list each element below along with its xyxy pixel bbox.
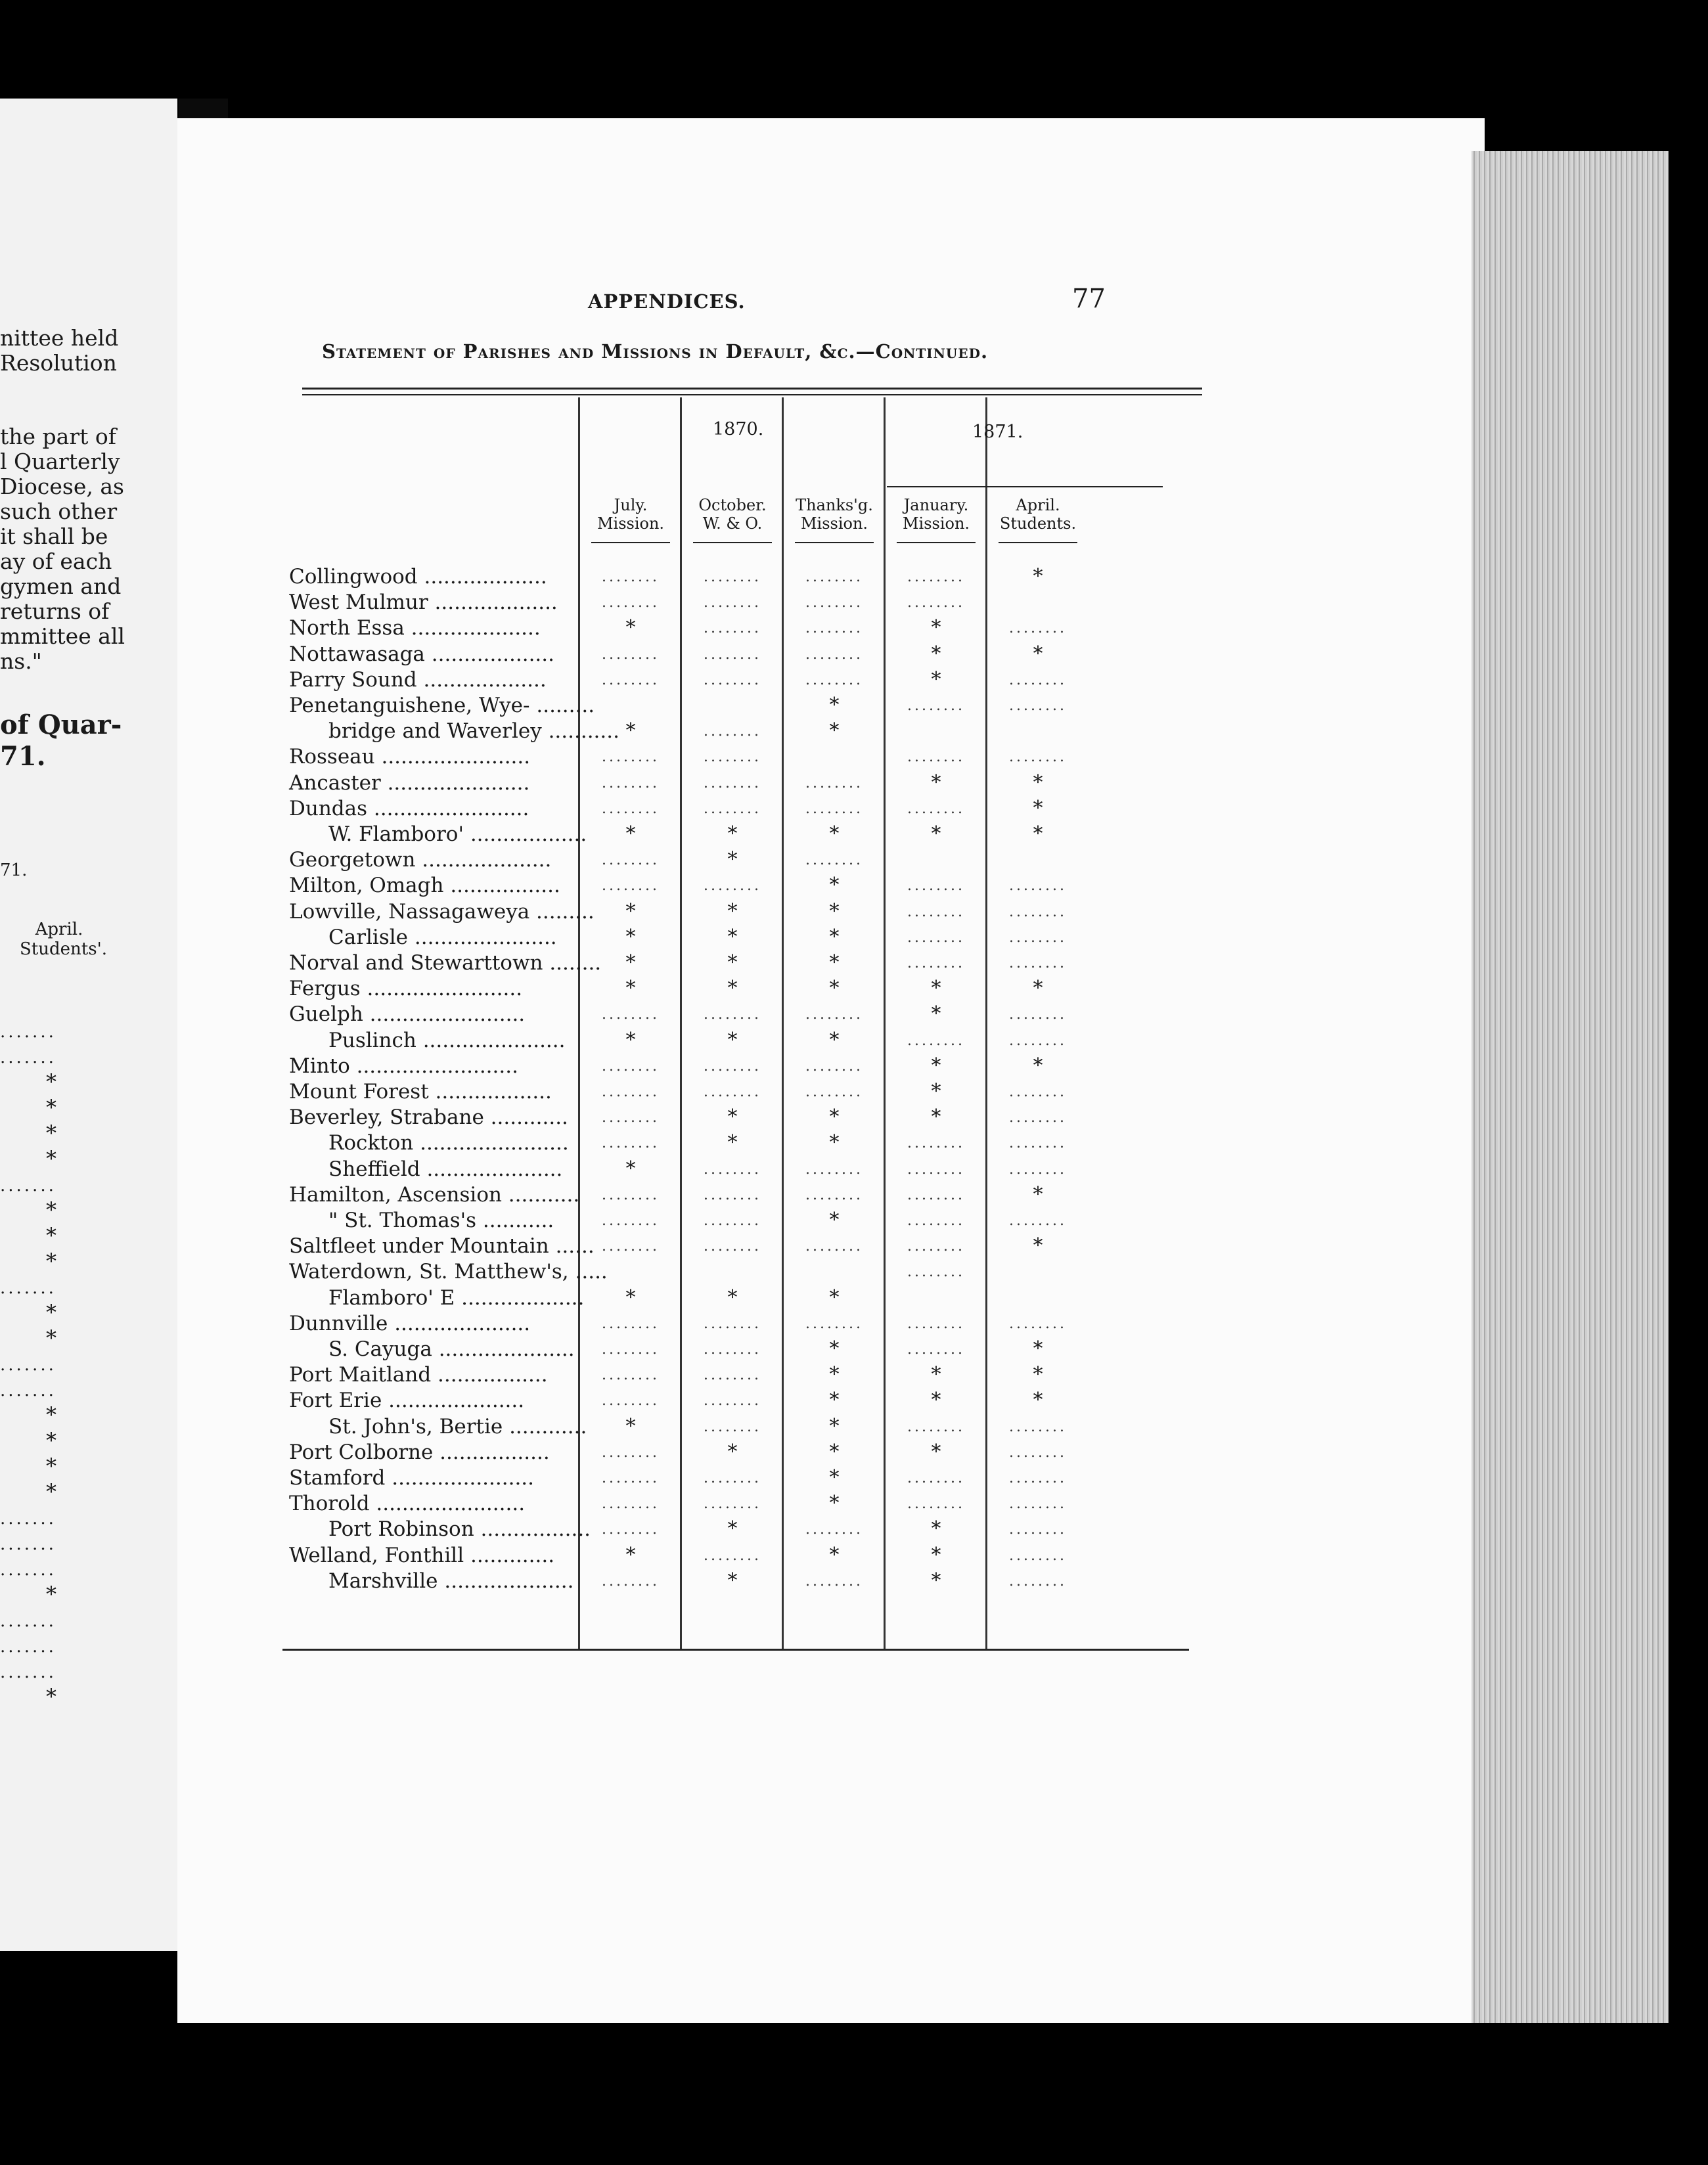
row-label: Nottawasaga ...................: [289, 642, 554, 666]
dotted-leader: ........: [704, 1186, 761, 1203]
dotted-leader: ........: [1009, 1521, 1067, 1538]
dotted-leader: ........: [805, 1161, 863, 1178]
asterisk-mark: *: [829, 925, 840, 949]
dotted-leader: ........: [602, 1341, 660, 1358]
row-label: Lowville, Nassagaweya .........: [289, 899, 595, 924]
dotted-leader: ........: [907, 1264, 965, 1281]
dotted-leader: ........: [1009, 671, 1067, 688]
row-label: bridge and Waverley ...........: [328, 719, 619, 744]
row-label: Rockton .......................: [328, 1131, 569, 1155]
asterisk-mark: *: [1033, 1234, 1043, 1258]
column-header-fragment: April. Students'.: [20, 920, 107, 959]
row-label: Puslinch ......................: [328, 1028, 566, 1052]
text-fragment: the part of: [0, 424, 116, 449]
asterisk-mark: *: [829, 951, 840, 974]
asterisk-mark: *: [1033, 642, 1043, 665]
asterisk-mark: *: [931, 822, 941, 845]
asterisk-mark: *: [1033, 770, 1043, 794]
asterisk-mark: *: [625, 616, 636, 640]
dotted-leader: ........: [805, 1058, 863, 1075]
asterisk-mark: *: [829, 1105, 840, 1129]
asterisk-mark: *: [46, 1069, 56, 1094]
dotted-leader: ........: [704, 1418, 761, 1435]
dotted-leader: ........: [602, 569, 660, 585]
text-fragment: returns of: [0, 598, 110, 624]
asterisk-mark: *: [727, 951, 738, 974]
column-divider: [680, 397, 682, 1649]
dotted-leader: ........: [805, 1186, 863, 1203]
asterisk-mark: *: [829, 1440, 840, 1463]
column-header-underline: [897, 542, 976, 543]
dotted-leader: ........: [704, 1213, 761, 1229]
dotted-leader: ........: [1009, 1496, 1067, 1513]
text-fragment: such other: [0, 499, 118, 524]
asterisk-mark: *: [727, 899, 738, 923]
asterisk-mark: *: [1033, 1337, 1043, 1360]
asterisk-mark: *: [931, 1105, 941, 1129]
dotted-leader: ........: [704, 1006, 761, 1023]
dotted-leader: ........: [907, 1135, 965, 1152]
asterisk-mark: *: [46, 1582, 56, 1607]
text-fragment: ay of each: [0, 548, 112, 574]
asterisk-mark: *: [931, 667, 941, 691]
column-header-underline: [999, 542, 1077, 543]
asterisk-mark: *: [46, 1428, 56, 1453]
dotted-leader: .......: [0, 1278, 56, 1298]
dotted-leader: .......: [0, 1534, 56, 1554]
asterisk-mark: *: [1033, 822, 1043, 845]
dotted-leader: ........: [602, 1496, 660, 1513]
row-label: Dunnville .....................: [289, 1311, 531, 1335]
table-title-text: Statement of Parishes and Missions in Default, &c.—Continued.: [322, 340, 989, 363]
dotted-leader: ........: [805, 1084, 863, 1100]
dotted-leader: ........: [1009, 1547, 1067, 1564]
row-label: Waterdown, St. Matthew's, .....: [289, 1260, 608, 1284]
year-underline: [887, 486, 1163, 487]
dotted-leader: ........: [602, 774, 660, 792]
dotted-leader: ........: [602, 1084, 660, 1100]
column-divider: [884, 397, 886, 1649]
asterisk-mark: *: [46, 1479, 56, 1504]
row-label: West Mulmur ...................: [289, 591, 558, 615]
dotted-leader: ........: [1009, 1084, 1067, 1100]
asterisk-mark: *: [625, 1028, 636, 1052]
text-fragment: l Quarterly: [0, 449, 120, 474]
row-label: Port Colborne .................: [289, 1440, 550, 1464]
dotted-leader: ........: [602, 1213, 660, 1229]
left-facing-page: [0, 99, 177, 1951]
asterisk-mark: *: [727, 1105, 738, 1129]
page-77: [177, 118, 1485, 2023]
dotted-leader: ........: [907, 1032, 965, 1049]
dotted-leader: .......: [0, 1355, 56, 1375]
asterisk-mark: *: [1033, 1389, 1043, 1412]
text-fragment: gymen and: [0, 573, 122, 599]
dotted-leader: ........: [602, 1367, 660, 1384]
asterisk-mark: *: [1033, 1054, 1043, 1077]
asterisk-mark: *: [829, 1414, 840, 1438]
asterisk-mark: *: [931, 1002, 941, 1026]
row-label: Beverley, Strabane ............: [289, 1105, 568, 1130]
dotted-leader: ........: [907, 569, 965, 585]
column-header: April. Students.: [999, 496, 1077, 533]
asterisk-mark: *: [625, 1285, 636, 1309]
row-label: Saltfleet under Mountain ......: [289, 1234, 595, 1259]
bottom-rule: [282, 1649, 1189, 1651]
asterisk-mark: *: [46, 1326, 56, 1350]
dotted-leader: ........: [704, 723, 761, 740]
asterisk-mark: *: [727, 1440, 738, 1463]
dotted-leader: ........: [805, 620, 863, 637]
asterisk-mark: *: [829, 1131, 840, 1155]
dotted-leader: ........: [704, 1315, 761, 1332]
asterisk-mark: *: [46, 1095, 56, 1120]
asterisk-mark: *: [829, 899, 840, 923]
dotted-leader: ........: [907, 1186, 965, 1203]
dotted-leader: ........: [704, 1238, 761, 1255]
asterisk-mark: *: [625, 719, 636, 743]
asterisk-mark: *: [625, 925, 636, 949]
row-label: Mount Forest ..................: [289, 1080, 552, 1104]
dotted-leader: ........: [704, 1547, 761, 1564]
dotted-leader: ........: [704, 878, 761, 895]
column-header: January. Mission.: [902, 496, 970, 533]
dotted-leader: ........: [805, 800, 863, 817]
asterisk-mark: *: [1033, 565, 1043, 588]
asterisk-mark: *: [46, 1402, 56, 1427]
dotted-leader: ........: [1009, 1418, 1067, 1435]
asterisk-mark: *: [931, 1080, 941, 1103]
asterisk-mark: *: [829, 1028, 840, 1052]
asterisk-mark: *: [829, 1337, 840, 1360]
dotted-leader: ........: [805, 1521, 863, 1538]
row-label: St. John's, Bertie ............: [328, 1414, 587, 1439]
dotted-leader: ........: [805, 569, 863, 585]
column-divider: [578, 397, 580, 1649]
row-label: " St. Thomas's ...........: [328, 1209, 554, 1232]
asterisk-mark: *: [46, 1684, 56, 1709]
dotted-leader: ........: [907, 749, 965, 766]
dotted-leader: ........: [704, 1341, 761, 1358]
row-label: Thorold .......................: [289, 1492, 526, 1516]
asterisk-mark: *: [931, 770, 941, 794]
text-fragment: mmittee all: [0, 623, 125, 649]
dotted-leader: ........: [704, 749, 761, 766]
row-label: Fort Erie .....................: [289, 1389, 525, 1413]
asterisk-mark: *: [829, 977, 840, 1000]
asterisk-mark: *: [46, 1121, 56, 1146]
asterisk-mark: *: [931, 1054, 941, 1077]
column-header-underline: [591, 542, 670, 543]
dotted-leader: ........: [602, 671, 660, 688]
dotted-leader: ........: [704, 1367, 761, 1384]
asterisk-mark: *: [931, 1389, 941, 1412]
dotted-leader: ........: [704, 620, 761, 637]
asterisk-mark: *: [829, 1209, 840, 1232]
row-label: Carlisle ......................: [328, 925, 557, 949]
top-rule: [302, 388, 1202, 390]
running-head: APPENDICES.: [588, 290, 746, 313]
dotted-leader: ........: [602, 594, 660, 612]
text-fragment: nittee held: [0, 325, 119, 351]
asterisk-mark: *: [829, 1466, 840, 1489]
column-header-underline: [795, 542, 874, 543]
asterisk-mark: *: [829, 719, 840, 743]
dotted-leader: ........: [602, 878, 660, 895]
asterisk-mark: *: [829, 1285, 840, 1309]
row-label: Rosseau .......................: [289, 745, 531, 769]
dotted-leader: ........: [1009, 1135, 1067, 1152]
row-label: Norval and Stewarttown ........: [289, 951, 602, 975]
dotted-leader: ........: [1009, 698, 1067, 714]
asterisk-mark: *: [727, 1517, 738, 1541]
year-1871: 1871.: [972, 422, 1023, 442]
row-label: Sheffield .....................: [328, 1157, 563, 1181]
dotted-leader: ........: [907, 903, 965, 920]
dotted-leader: ........: [1009, 1573, 1067, 1590]
row-label: Minto .........................: [289, 1054, 518, 1078]
dotted-leader: .......: [0, 1048, 56, 1067]
asterisk-mark: *: [931, 1543, 941, 1567]
dotted-leader: ........: [602, 749, 660, 766]
dotted-leader: .......: [0, 1381, 56, 1400]
asterisk-mark: *: [931, 1363, 941, 1387]
dotted-leader: ........: [1009, 1444, 1067, 1461]
heading-fragment: 71.: [0, 741, 46, 772]
asterisk-mark: *: [829, 1389, 840, 1412]
dotted-leader: ........: [907, 878, 965, 895]
row-label: Ancaster ......................: [289, 770, 530, 795]
dotted-leader: ........: [1009, 1109, 1067, 1127]
page-number: 77: [1072, 284, 1106, 314]
dotted-leader: .......: [0, 1560, 56, 1580]
row-label: Guelph ........................: [289, 1002, 526, 1027]
column-header: July. Mission.: [596, 496, 665, 533]
column-divider: [782, 397, 784, 1649]
row-label: Port Maitland .................: [289, 1363, 548, 1387]
dotted-leader: ........: [602, 646, 660, 663]
dotted-leader: ........: [602, 1444, 660, 1461]
asterisk-mark: *: [829, 1363, 840, 1387]
dotted-leader: .......: [0, 1176, 56, 1195]
row-label: S. Cayuga .....................: [328, 1337, 575, 1361]
dotted-leader: ........: [1009, 1213, 1067, 1229]
dotted-leader: .......: [0, 1509, 56, 1529]
text-fragment: it shall be: [0, 524, 108, 549]
dotted-leader: ........: [602, 1186, 660, 1203]
dotted-leader: ........: [704, 594, 761, 612]
dotted-leader: .......: [0, 1663, 56, 1682]
asterisk-mark: *: [727, 1028, 738, 1052]
asterisk-mark: *: [1033, 1363, 1043, 1387]
dotted-leader: ........: [907, 1315, 965, 1332]
asterisk-mark: *: [931, 1569, 941, 1592]
dotted-leader: ........: [602, 1521, 660, 1538]
dotted-leader: ........: [602, 1109, 660, 1127]
row-label: W. Flamboro' ..................: [328, 822, 587, 846]
dotted-leader: ........: [805, 774, 863, 792]
asterisk-mark: *: [829, 1543, 840, 1567]
dotted-leader: ........: [602, 1058, 660, 1075]
dotted-leader: ........: [805, 1006, 863, 1023]
asterisk-mark: *: [46, 1300, 56, 1325]
asterisk-mark: *: [625, 977, 636, 1000]
dotted-leader: .......: [0, 1611, 56, 1631]
year-1870: 1870.: [713, 419, 764, 439]
dotted-leader: ........: [1009, 903, 1067, 920]
dotted-leader: ........: [1009, 878, 1067, 895]
text-fragment: Diocese, as: [0, 474, 124, 499]
dotted-leader: ........: [602, 1393, 660, 1410]
asterisk-mark: *: [727, 822, 738, 845]
asterisk-mark: *: [931, 642, 941, 665]
row-label: Marshville ....................: [328, 1569, 574, 1593]
row-label: Dundas ........................: [289, 796, 529, 820]
dotted-leader: ........: [1009, 1470, 1067, 1486]
row-label: Welland, Fonthill .............: [289, 1543, 555, 1567]
asterisk-mark: *: [46, 1454, 56, 1479]
dotted-leader: ........: [704, 1084, 761, 1100]
dotted-leader: ........: [704, 671, 761, 688]
dotted-leader: ........: [805, 852, 863, 869]
row-label: Parry Sound ...................: [289, 667, 547, 692]
asterisk-mark: *: [46, 1197, 56, 1222]
column-header: Thanks'g. Mission.: [796, 496, 873, 533]
dotted-leader: ........: [602, 1135, 660, 1152]
column-divider: [985, 397, 987, 1649]
row-label: North Essa ....................: [289, 616, 541, 640]
dotted-leader: ........: [704, 800, 761, 817]
dotted-leader: ........: [907, 929, 965, 946]
dotted-leader: ........: [907, 955, 965, 971]
asterisk-mark: *: [1033, 1182, 1043, 1206]
asterisk-mark: *: [625, 1157, 636, 1180]
dotted-leader: ........: [907, 800, 965, 817]
asterisk-mark: *: [1033, 796, 1043, 820]
asterisk-mark: *: [829, 1492, 840, 1515]
dotted-leader: ........: [602, 1238, 660, 1255]
text-fragment: ns.": [0, 648, 42, 674]
dotted-leader: ........: [805, 671, 863, 688]
asterisk-mark: *: [1033, 977, 1043, 1000]
dotted-leader: .......: [0, 1022, 56, 1042]
dotted-leader: ........: [907, 594, 965, 612]
asterisk-mark: *: [727, 925, 738, 949]
dotted-leader: ........: [704, 646, 761, 663]
dotted-leader: ........: [704, 1393, 761, 1410]
asterisk-mark: *: [625, 822, 636, 845]
dotted-leader: ........: [907, 1496, 965, 1513]
table-title: [322, 340, 988, 363]
dotted-leader: ........: [602, 1573, 660, 1590]
asterisk-mark: *: [931, 1440, 941, 1463]
dotted-leader: ........: [602, 800, 660, 817]
asterisk-mark: *: [727, 848, 738, 872]
asterisk-mark: *: [727, 1131, 738, 1155]
row-label: Georgetown ....................: [289, 848, 552, 872]
asterisk-mark: *: [931, 1517, 941, 1541]
asterisk-mark: *: [46, 1223, 56, 1248]
column-header: October. W. & O.: [698, 496, 767, 533]
asterisk-mark: *: [829, 694, 840, 717]
dotted-leader: ........: [1009, 955, 1067, 971]
year-fragment: 71.: [0, 860, 28, 880]
dotted-leader: ........: [704, 569, 761, 585]
text-fragment: Resolution: [0, 350, 117, 376]
dotted-leader: ........: [907, 1341, 965, 1358]
row-label: Hamilton, Ascension ...........: [289, 1182, 580, 1207]
dotted-leader: ........: [704, 1058, 761, 1075]
dotted-leader: ........: [805, 1573, 863, 1590]
dotted-leader: .......: [0, 1637, 56, 1657]
row-label: Stamford ......................: [289, 1466, 535, 1490]
asterisk-mark: *: [625, 951, 636, 974]
row-label: Milton, Omagh .................: [289, 874, 560, 898]
row-label: Port Robinson .................: [328, 1517, 591, 1542]
dotted-leader: ........: [907, 1213, 965, 1229]
dotted-leader: ........: [907, 1418, 965, 1435]
asterisk-mark: *: [931, 616, 941, 640]
asterisk-mark: *: [46, 1249, 56, 1274]
dotted-leader: ........: [602, 1315, 660, 1332]
asterisk-mark: *: [829, 874, 840, 897]
dotted-leader: ........: [805, 646, 863, 663]
asterisk-mark: *: [625, 1414, 636, 1438]
top-rule-2: [302, 394, 1202, 395]
dotted-leader: ........: [1009, 1032, 1067, 1049]
dotted-leader: ........: [907, 1238, 965, 1255]
asterisk-mark: *: [625, 899, 636, 923]
dotted-leader: ........: [1009, 1006, 1067, 1023]
dotted-leader: ........: [704, 1496, 761, 1513]
asterisk-mark: *: [625, 1543, 636, 1567]
row-label: Penetanguishene, Wye- .........: [289, 694, 595, 717]
dotted-leader: ........: [1009, 749, 1067, 766]
row-label: Collingwood ...................: [289, 565, 547, 589]
dotted-leader: ........: [704, 1470, 761, 1486]
dotted-leader: ........: [805, 1315, 863, 1332]
dotted-leader: ........: [704, 1161, 761, 1178]
dotted-leader: ........: [704, 774, 761, 792]
row-label: Flamboro' E ...................: [328, 1285, 585, 1310]
dotted-leader: ........: [805, 1238, 863, 1255]
asterisk-mark: *: [727, 1285, 738, 1309]
heading-fragment: of Quar-: [0, 709, 122, 740]
asterisk-mark: *: [46, 1146, 56, 1171]
page-edges: [1472, 151, 1669, 2023]
dotted-leader: ........: [907, 1161, 965, 1178]
asterisk-mark: *: [727, 1569, 738, 1592]
dotted-leader: ........: [602, 1470, 660, 1486]
asterisk-mark: *: [727, 977, 738, 1000]
dotted-leader: ........: [1009, 1315, 1067, 1332]
dotted-leader: ........: [602, 852, 660, 869]
dotted-leader: ........: [1009, 1161, 1067, 1178]
dotted-leader: ........: [1009, 620, 1067, 637]
dotted-leader: ........: [907, 698, 965, 714]
row-label: Fergus ........................: [289, 977, 523, 1001]
dotted-leader: ........: [1009, 929, 1067, 946]
dotted-leader: ........: [602, 1006, 660, 1023]
column-header-underline: [693, 542, 772, 543]
asterisk-mark: *: [931, 977, 941, 1000]
asterisk-mark: *: [829, 822, 840, 845]
dotted-leader: ........: [907, 1470, 965, 1486]
dotted-leader: ........: [805, 594, 863, 612]
